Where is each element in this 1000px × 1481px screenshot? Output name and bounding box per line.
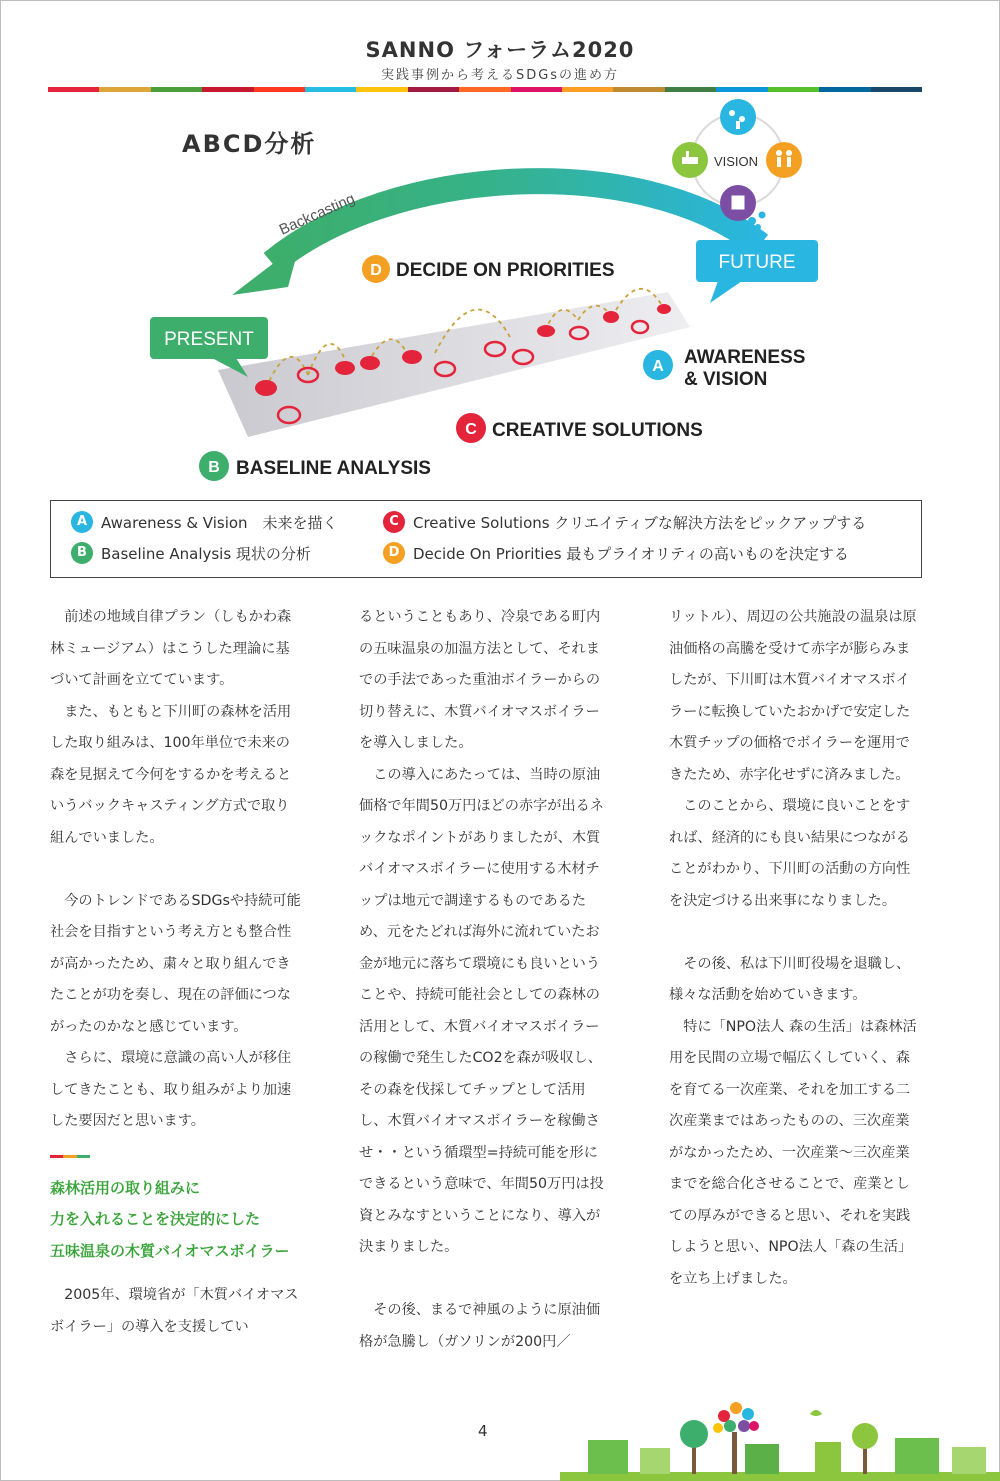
people-icon — [766, 142, 802, 178]
legend-item-c — [383, 511, 866, 533]
rainbow-segment — [151, 87, 202, 92]
future-bubble-tail — [710, 281, 742, 303]
rainbow-segment — [99, 87, 150, 92]
page-number: 4 — [478, 1422, 488, 1440]
paragraph: このことから、環境に良いことをすれば、経済的にも良い結果につながることがわかり、下川町の活動の方向性を決定づける出来事になりました。 — [669, 798, 911, 909]
section-heading-line: 五味温泉の木質バイオマスボイラー — [50, 1241, 290, 1260]
legend-text-d: Decide On Priorities 最もプライオリティの高いものを決定する — [413, 544, 849, 563]
section-heading — [50, 1173, 302, 1268]
paragraph: この導入にあたっては、当時の原油価格で年間50万円ほどの赤字が出るネックなポイントがありましたが、木質バイオマスボイラーに使用する木材チップは地元で調達するものであるため、元をたどれば海外に流れていたお金が地元に落ちて環境にも良いということや、持続可能社会としての森林の活用として、木質バイオマスボイラーの稼働で発生したCO2を森が吸収し、その森を伐採してチップとして活用し、木質バイオマスボイラーを稼働させ・・という循環型=持続可能を形にできるという意味で、年間50万円は投資とみなすということになり、導入が決まりました。 — [359, 766, 605, 1255]
rainbow-segment — [871, 87, 922, 92]
a-label-line2: & VISION — [684, 369, 768, 390]
rainbow-segment — [665, 87, 716, 92]
section-color-bar — [50, 1155, 90, 1158]
leaf-icon — [810, 1410, 822, 1416]
vision-label: VISION — [713, 154, 759, 169]
legend-item-b — [71, 542, 311, 564]
section-heading-line: 力を入れることを決定的にした — [50, 1210, 261, 1228]
diagram-title: ABCD分析 — [182, 130, 317, 158]
science-icon — [720, 99, 756, 135]
legend-item-a — [71, 511, 338, 533]
future-label: FUTURE — [718, 252, 796, 273]
house-icon — [588, 1440, 628, 1474]
paragraph: るということもあり、冷泉である町内の五味温泉の加温方法として、それまでの手法であった重油ボイラーからの切り替えに、木質バイオマスボイラーを導入しました。 — [359, 609, 601, 751]
legend-badge-c: C — [383, 511, 405, 533]
text-column-3 — [669, 602, 921, 1295]
legend-box — [50, 500, 922, 578]
rainbow-segment — [48, 87, 99, 92]
rainbow-segment — [819, 87, 870, 92]
tree-icon — [852, 1423, 878, 1474]
badge-b-letter: B — [208, 459, 220, 476]
paragraph: また、もともと下川町の森林を活用した取り組みは、100年単位で未来の森を見据えて今何をするかを考えるというバックキャスティング方式で取り組んでいました。 — [50, 703, 292, 846]
badge-c-letter: C — [465, 421, 477, 438]
present-label: PRESENT — [164, 329, 254, 350]
rainbow-segment — [356, 87, 407, 92]
rainbow-segment — [562, 87, 613, 92]
badge-d-letter: D — [370, 262, 382, 279]
text-column-2 — [359, 602, 611, 1358]
rainbow-segment — [254, 87, 305, 92]
c-label: CREATIVE SOLUTIONS — [492, 420, 703, 441]
legend-text-a: Awareness & Vision 未来を描く — [101, 513, 338, 532]
house-icon — [952, 1447, 986, 1474]
rainbow-segment — [202, 87, 253, 92]
house-icon — [815, 1442, 841, 1474]
legend-badge-b: B — [71, 542, 93, 564]
header-rainbow-rule — [48, 87, 922, 92]
rainbow-segment — [408, 87, 459, 92]
paragraph: 今のトレンドであるSDGsや持続可能社会を目指すという考え方とも整合性が高かったため、粛々と取り組んできたことが功を奏し、現在の評価につながったのかなと感じています。 — [50, 892, 301, 1035]
a-label-line1: AWARENESS — [684, 347, 806, 368]
rainbow-segment — [716, 87, 767, 92]
house-icon — [640, 1448, 670, 1474]
header-subtitle: 実践事例から考えるSDGsの進め方 — [380, 68, 620, 83]
rainbow-segment — [613, 87, 664, 92]
paragraph: 2005年、環境省が「木質バイオマスボイラー」の導入を支援してい — [50, 1287, 299, 1335]
legend-text-c: Creative Solutions クリエイティブな解決方法をピックアップする — [413, 513, 867, 532]
rainbow-segment — [511, 87, 562, 92]
backcasting-label: Backcasting — [276, 190, 358, 239]
d-label: DECIDE ON PRIORITIES — [396, 260, 615, 281]
header-title: SANNO フォーラム2020 — [365, 38, 635, 62]
rainbow-segment — [305, 87, 356, 92]
tree-icon — [680, 1420, 708, 1474]
legend-text-b: Baseline Analysis 現状の分析 — [101, 544, 311, 563]
paragraph: 特に「NPO法人 森の生活」は森林活用を民間の立場で幅広くしていく、森を育てる一次産業、それを加工する二次産業まではあったものの、三次産業がなかったため、一次産業～三次産業までを総合化させることで、産業としての厚みができると思い、それを実践しようと思い、NPO法人「森の生活」を立ち上げました。 — [669, 1018, 917, 1287]
legend-badge-a: A — [71, 511, 93, 533]
rainbow-segment — [768, 87, 819, 92]
badge-a-letter: A — [652, 358, 664, 375]
paragraph: リットル）、周辺の公共施設の温泉は原油価格の高騰を受けて赤字が膨らみましたが、下川町は木質バイオマスボイラーに転換していたおかげで安定した木質チップの価格でボイラーを運用できたため、赤字化せずに済みました。 — [669, 609, 917, 783]
legend-badge-d: D — [383, 542, 405, 564]
abcd-diagram — [0, 95, 1000, 495]
b-label: BASELINE ANALYSIS — [236, 458, 431, 479]
house-icon — [745, 1444, 779, 1474]
rainbow-segment — [459, 87, 510, 92]
text-column-1 — [50, 602, 302, 1343]
paragraph: その後、まるで神風のように原油価格が急騰し（ガソリンが200円／ — [359, 1302, 601, 1350]
legend-item-d — [383, 542, 849, 564]
paragraph: その後、私は下川町役場を退職し、様々な活動を始めていきます。 — [669, 955, 911, 1003]
paragraph: 前述の地域自律プラン（しもかわ森林ミュージアム）はこうした理論に基づいて計画を立てています。 — [50, 609, 292, 688]
house-icon — [895, 1438, 939, 1474]
section-heading-line: 森林活用の取り組みに — [50, 1178, 201, 1197]
paragraph: さらに、環境に意識の高い人が移住してきたことも、取り組みがより加速した要因だと思います。 — [50, 1050, 292, 1129]
town-illustration — [560, 1392, 1000, 1481]
